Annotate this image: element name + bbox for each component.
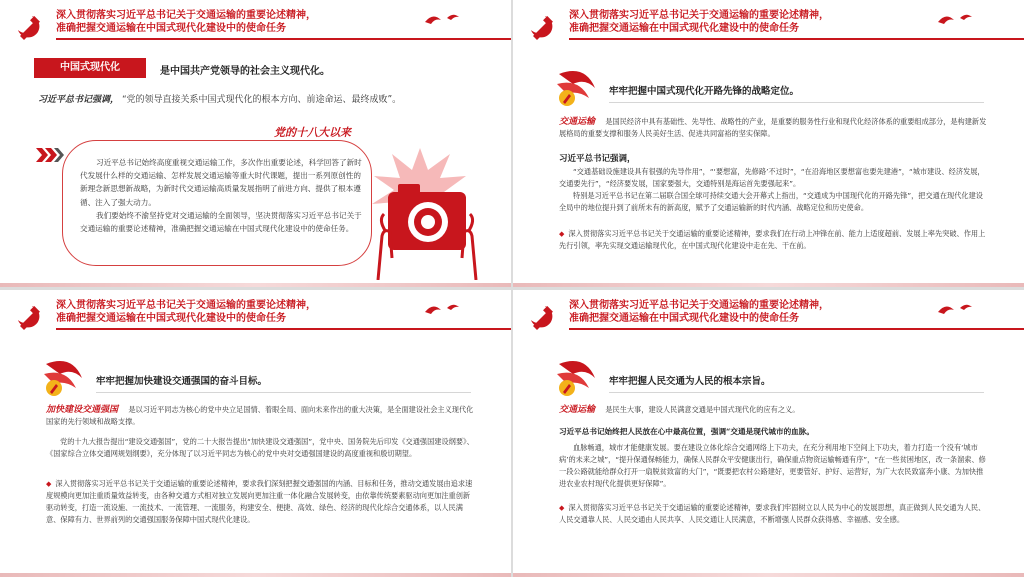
bottom-decoration [0,573,511,577]
term-block [46,404,476,428]
header-title-line-2: 准确把握交通运输在中国式现代化建设中的使命任务 [56,23,286,34]
section-subtitle: 牢牢把握加快建设交通强国的奋斗目标。 [96,376,268,387]
intro-paragraph-1: 习近平总书记始终高度重视交通运输工作，多次作出重要论述，科学回答了新时代发展什么样的交通运输、怎样发展交通运输等重大时代课题，提出一系列原创性的新理念新思想新战略，为新时代交通运输高质量发展指明了前进方向、提供了根本遵循、注入了强大动力。 [80,158,362,207]
tag-description: 是中国共产党领导的社会主义现代化。 [160,66,330,77]
header-title-line-2: 准确把握交通运输在中国式现代化建设中的使命任务 [569,23,799,34]
subtitle-underline [96,392,471,393]
diamond-bullet-icon: ◆ [559,504,565,512]
intro-text [80,156,368,235]
bullet-item [559,228,989,252]
paragraph-1: 血脉畅通，城市才能健康发展。要在建设立体化综合交通网络上下功夫，在充分利用地下空间上下功夫，着力打造一个没有‘城市病’的未来之城”，“提升保通保畅能力，确保人民群众平安健康出行，确保重点物资运输畅通有序”，“在一些贫困地区，改一条溜索、修一段公路就能给群众打开一扇脱贫致富的大门”，“既要把农村公路建好，更要管好、护好、运营好，为广大农民致富奔小康、为加快推进农业农村现代化提供更好保障”。 [559,443,986,488]
diamond-bullet-icon: ◆ [46,480,52,488]
section-subtitle: 牢牢把握中国式现代化开路先锋的战略定位。 [609,86,800,97]
section-title: 党的十八大以来 [274,126,351,139]
term-description: 是国民经济中具有基础性、先导性、战略性的产业，是重要的服务性行业和现代化经济体系的重要组成部分，是构建新发展格局的重要支撑和服务人民美好生活、促进共同富裕的坚实保障。 [559,117,987,138]
golden-emblem-icon [555,68,599,108]
bullet-text: 深入贯彻落实习近平总书记关于交通运输的重要论述精神，要求我们在行动上冲锋在前、能力上适度超前、发展上率先突破、作用上先行引领，率先实现交通运输现代化，在中国式现代化建设中走在先、干在前。 [559,229,986,250]
chevrons-icon [36,148,64,162]
header-divider [569,328,1024,330]
doves-icon [423,300,483,322]
term-description: 是以习近平同志为核心的党中央立足国情、着眼全局、面向未来作出的重大决策，是全面建设社会主义现代化国家的先行领域和战略支撑。 [46,405,474,426]
emphasis-head: 习近平总书记始终把人民放在心中最高位置，强调“交通是现代城市的血脉。 [559,427,814,436]
term-label: 加快建设交通强国 [46,405,119,415]
term-block [559,116,989,140]
bottom-decoration [513,573,1024,577]
term-description: 是民生大事，建设人民满意交通是中国式现代化的应有之义。 [605,405,800,414]
header-title-line-1: 深入贯彻落实习近平总书记关于交通运输的重要论述精神， [569,10,829,21]
party-emblem-icon [527,302,557,332]
golden-emblem-icon [555,358,599,398]
header-title [56,299,356,325]
section-subtitle: 牢牢把握人民交通为人民的根本宗旨。 [609,376,771,387]
header-title-line-1: 深入贯彻落实习近平总书记关于交通运输的重要论述精神， [569,300,829,311]
bullet-item [46,478,476,526]
header-title [569,9,869,35]
header-divider [56,328,511,330]
header-title-line-1: 深入贯彻落实习近平总书记关于交通运输的重要论述精神， [56,10,316,21]
golden-emblem-icon [42,358,86,398]
header-title-line-2: 准确把握交通运输在中国式现代化建设中的使命任务 [56,313,286,324]
header-divider [56,38,511,40]
slide-2[interactable] [513,0,1024,287]
slide-1[interactable] [0,0,511,287]
paragraph-1: “交通基础设施建设具有很强的先导作用”，“‘要想富，先修路’不过时”，“在沿海地区要想富也要先建港”，“城市建设、经济发展，交通要先行”，“经济要发展，国家要强大，交通特别是海运首先要强起来”。 [559,167,985,188]
subtitle-underline [609,392,984,393]
paragraph-1: 党的十九大报告提出“建设交通强国”，党的二十大报告提出“加快建设交通强国”，党中央、国务院先后印发《交通强国建设纲要》、《国家综合立体交通网规划纲要》，充分体现了以习近平同志为核心的党中央对交通强国建设的高度重视和殷切期望。 [46,437,474,458]
header-title-line-1: 深入贯彻落实习近平总书记关于交通运输的重要论述精神， [56,300,316,311]
quote-speaker: 习近平总书记强调， [38,95,120,105]
slide-3[interactable] [0,290,511,577]
paragraph-2: 特别是习近平总书记在第二届联合国全球可持续交通大会开幕式上指出，“交通成为中国现代化的开路先锋”，把交通在现代化建设全局中的地位提升到了前所未有的新高度，赋予了交通运输新的时代内涵、战略定位和历史使命。 [559,191,983,212]
party-emblem-icon [527,12,557,42]
diamond-bullet-icon: ◆ [559,230,565,238]
header-title [569,299,869,325]
header-title-line-2: 准确把握交通运输在中国式现代化建设中的使命任务 [569,313,799,324]
party-emblem-icon [14,12,44,42]
header-divider [569,38,1024,40]
camera-hands-illustration-icon [340,140,500,280]
bottom-decoration [513,283,1024,287]
bullet-text: 深入贯彻落实习近平总书记关于交通运输的重要论述精神，要求我们牢固树立以人民为中心的发展思想，真正做到人民交通为人民、人民交通靠人民、人民交通由人民共享、人民交通让人民满意，不断增强人民群众获得感、幸福感、安全感。 [559,503,986,524]
subtitle-underline [609,102,984,103]
doves-icon [936,10,996,32]
quote-text: “党的领导直接关系中国式现代化的根本方向、前途命运、最终成败”。 [121,95,402,105]
doves-icon [423,10,483,32]
slide-4[interactable] [513,290,1024,577]
term-label: 交通运输 [559,117,596,127]
intro-paragraph-2: 我们要始终不渝坚持党对交通运输的全面领导，坚决贯彻落实习近平总书记关于交通运输的重要论述精神，准确把握交通运输在中国式现代化建设中的使命任务。 [80,210,362,234]
term-block [559,404,989,416]
party-emblem-icon [14,302,44,332]
bottom-decoration [0,283,511,287]
bullet-text: 深入贯彻落实习近平总书记关于交通运输的重要论述精神，要求我们深刻把握交通强国的内涵、目标和任务，推动交通发展由追求速度规模向更加注重质量效益转变，由各种交通方式相对独立发展向更加注重一体化融合发展转变，由依靠传统要素驱动向更加注重创新驱动转变，打造一流设施、一流技术、一流管理、一流服务，构建安全、便捷、高效、绿色、经济的现代化综合交通体系，以人民满意、保障有力、世界前列的交通强国服务保障中国式现代化建设。 [46,479,473,524]
quote-line [38,92,401,105]
bullet-item [559,502,989,526]
tag-chinese-modernization: 中国式现代化 [34,58,146,78]
doves-icon [936,300,996,322]
emphasis-head: 习近平总书记强调， [559,154,636,164]
header-title [56,9,356,35]
term-label: 交通运输 [559,405,596,415]
